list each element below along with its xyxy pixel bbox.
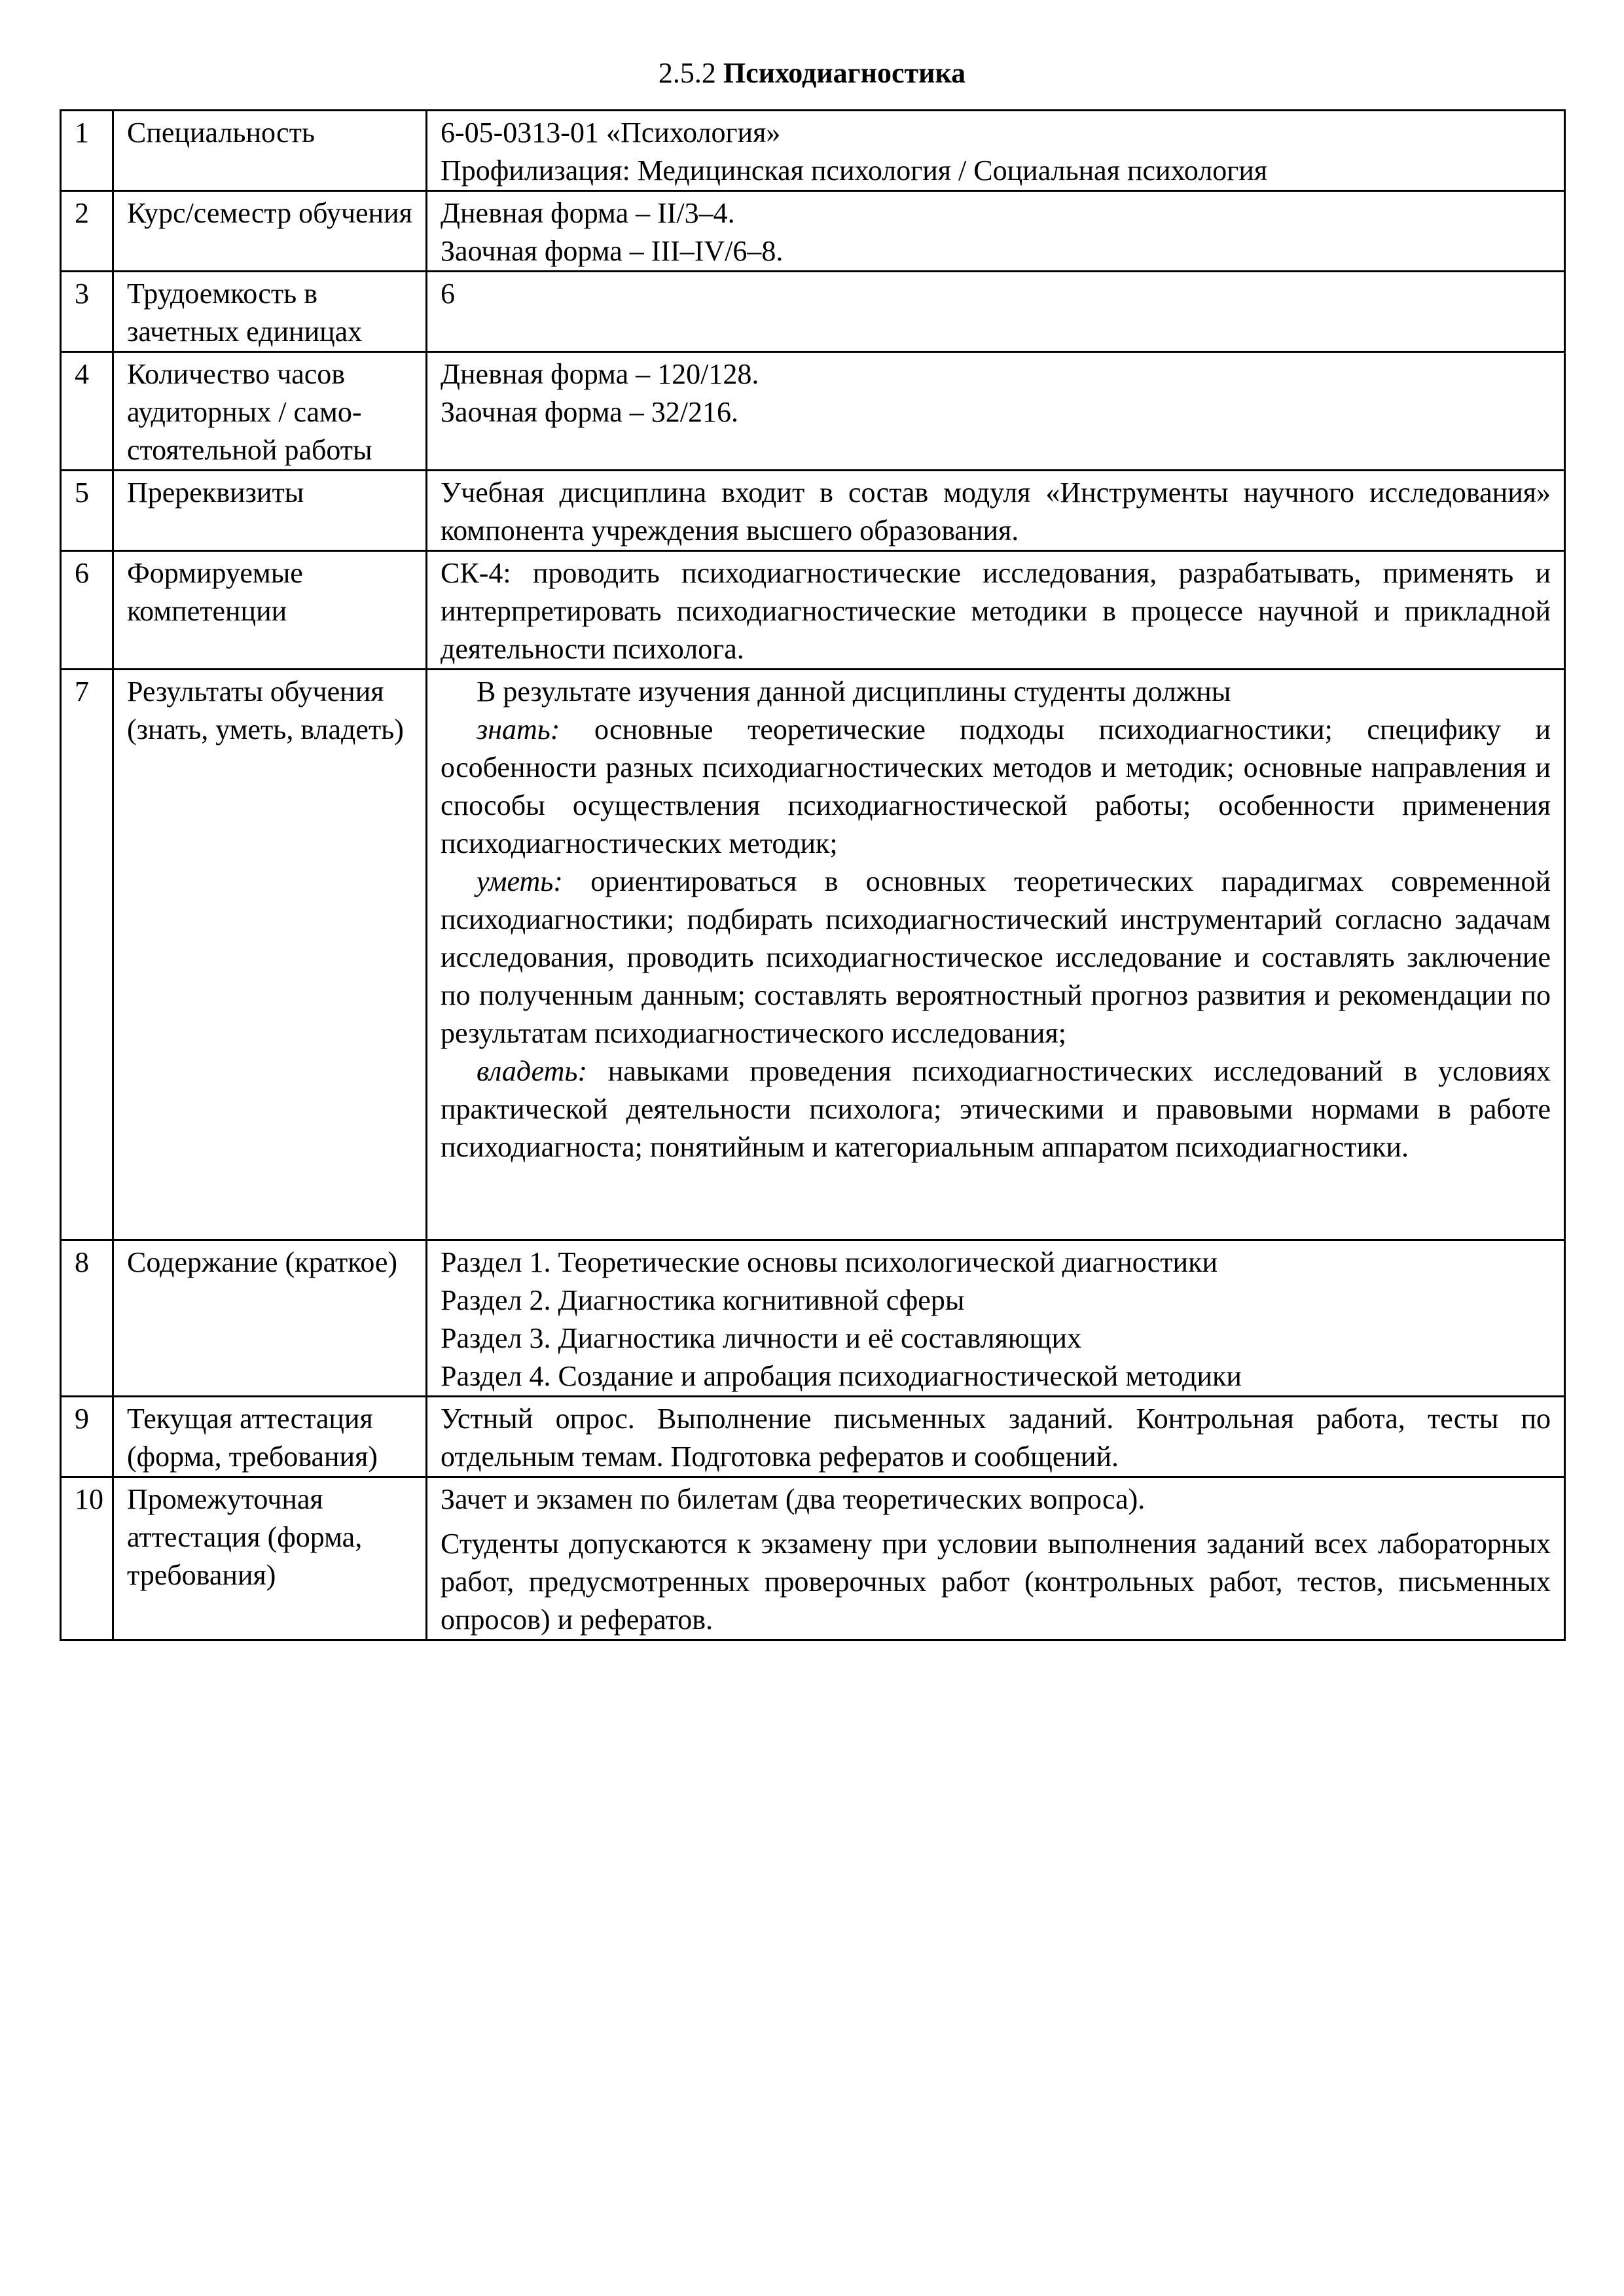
row-number: 6 (61, 551, 113, 670)
value-line: Профилизация: Медицинская психология / Социальная психология (441, 154, 1268, 187)
row-number: 9 (61, 1397, 113, 1477)
table-row (61, 191, 1565, 272)
table-row (61, 1477, 1565, 1640)
row-label: Трудоемкость в зачетных единицах (113, 272, 427, 352)
row-label: Текущая аттестация (форма, требования) (113, 1397, 427, 1477)
row-label: Формируемые компетенции (113, 551, 427, 670)
own-label: владеть: (477, 1055, 588, 1087)
value-line: Заочная форма – 32/216. (441, 396, 739, 428)
row-value (427, 352, 1565, 471)
value-line: Заочная форма – III–IV/6–8. (441, 235, 784, 267)
content-section: Раздел 3. Диагностика личности и её составляющих (441, 1322, 1082, 1354)
discipline-table (60, 109, 1566, 1641)
row-label: Промежуточная аттестация (форма, требования) (113, 1477, 427, 1640)
value-paragraph: Студенты допускаются к экзамену при условии выполнения заданий всех лабораторных работ, предусмотренных проверочных работ (контрольных работ, тестов, письменных опросов) и рефератов. (441, 1528, 1551, 1636)
row-label: Содержание (краткое) (113, 1240, 427, 1397)
table-row (61, 272, 1565, 352)
can-text: ориентироваться в основных теоретических парадигмах современной психодиагностики; подбирать психодиагностический инструментарий согласно задачам исследования, проводить психодиагностическое исследование и составлять заключение по полученным данным; составлять вероятностный прогноз развития и рекомендации по результатам психодиагностического исследования; (441, 865, 1551, 1049)
row-value (427, 1477, 1565, 1640)
know-text: основные теоретические подходы психодиагностики; специфику и особенности разных психодиагностических методов и методик; основные направления и способы осуществления психодиагностической работы; особенности применения психодиагностических методик; (441, 713, 1551, 859)
row-value: Устный опрос. Выполнение письменных заданий. Контрольная работа, тесты по отдельным темам. Подготовка рефератов и сообщений. (427, 1397, 1565, 1477)
row-value: Учебная дисциплина входит в состав модуля «Инструменты научного исследования» компонента учреждения высшего образования. (427, 471, 1565, 551)
row-number: 4 (61, 352, 113, 471)
row-number: 7 (61, 670, 113, 1240)
content-section: Раздел 2. Диагностика когнитивной сферы (441, 1284, 965, 1316)
value-line: Дневная форма – II/3–4. (441, 197, 735, 229)
table-row (61, 111, 1565, 191)
row-label: Курс/семестр обучения (113, 191, 427, 272)
content-section: Раздел 4. Создание и апробация психодиагностической методики (441, 1360, 1242, 1392)
learning-can (441, 863, 1551, 1052)
table-row (61, 471, 1565, 551)
row-value (427, 111, 1565, 191)
table-row (61, 670, 1565, 1240)
row-label: Специальность (113, 111, 427, 191)
row-number: 1 (61, 111, 113, 191)
row-number: 8 (61, 1240, 113, 1397)
content-section: Раздел 1. Теоретические основы психологической диагностики (441, 1246, 1218, 1278)
row-number: 2 (61, 191, 113, 272)
know-label: знать: (477, 713, 560, 745)
row-number: 3 (61, 272, 113, 352)
row-value (427, 272, 1565, 352)
own-text: навыками проведения психодиагностических исследований в условиях практической деятельности психолога; этическими и правовыми нормами в работе психодиагноста; понятийным и категориальным аппаратом психодиагностики. (441, 1055, 1551, 1163)
row-label: Результаты обучения (знать, уметь, владеть) (113, 670, 427, 1240)
row-value: СК-4: проводить психодиагностические исследования, разрабатывать, применять и интерпретировать психодиагностические методики в процессе научной и прикладной деятельности психолога. (427, 551, 1565, 670)
value-line: 6-05-0313-01 «Психология» (441, 117, 781, 149)
section-title (0, 55, 1624, 92)
can-label: уметь: (477, 865, 563, 897)
section-number: 2.5.2 (658, 57, 716, 89)
value-line: Зачет и экзамен по билетам (два теоретических вопроса). (441, 1483, 1146, 1515)
row-value (427, 1240, 1565, 1397)
section-name: Психодиагностика (723, 57, 966, 89)
table-row (61, 352, 1565, 471)
row-label: Пререквизиты (113, 471, 427, 551)
row-value (427, 191, 1565, 272)
learning-own (441, 1052, 1551, 1166)
learning-intro: В результате изучения данной дисциплины студенты должны (477, 675, 1231, 708)
value-line: Дневная форма – 120/128. (441, 358, 759, 390)
row-number: 10 (61, 1477, 113, 1640)
table-row (61, 551, 1565, 670)
learning-know (441, 711, 1551, 863)
value-line: 6 (441, 278, 455, 310)
table-row (61, 1397, 1565, 1477)
row-label: Количество часов аудиторных / само-стоятельной работы (113, 352, 427, 471)
row-value (427, 670, 1565, 1240)
table-row (61, 1240, 1565, 1397)
row-number: 5 (61, 471, 113, 551)
